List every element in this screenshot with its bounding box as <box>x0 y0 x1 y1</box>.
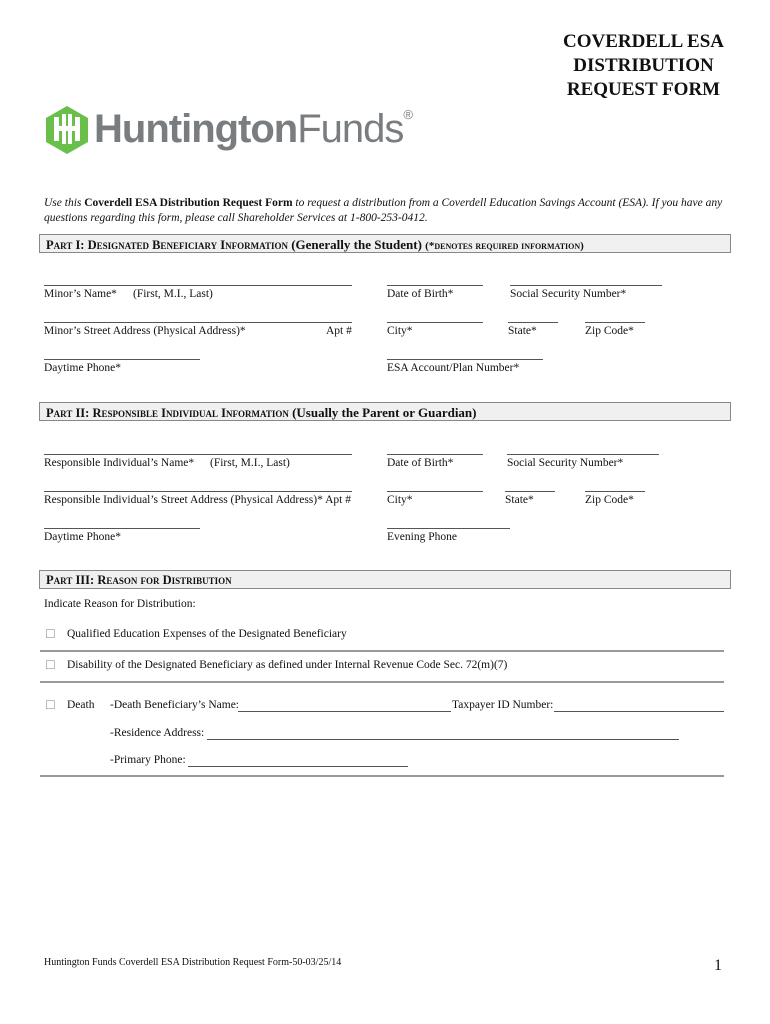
part1-note: (*denotes required information) <box>425 240 584 252</box>
esa-account-label: ESA Account/Plan Number* <box>387 362 520 374</box>
responsible-phone-input[interactable] <box>44 528 200 529</box>
title-line-1: COVERDELL ESA <box>562 31 724 52</box>
intro-paragraph <box>44 196 734 226</box>
minor-dob-label: Date of Birth* <box>387 288 454 300</box>
logo-reg-mark: ® <box>403 107 413 122</box>
minor-name-hint: (First, M.I., Last) <box>133 288 213 300</box>
qualified-expenses-checkbox[interactable]: ☐ <box>45 627 56 641</box>
responsible-name-label: Responsible Individual’s Name* <box>44 457 195 469</box>
responsible-city-label: City* <box>387 494 413 506</box>
minor-city-label: City* <box>387 325 413 337</box>
responsible-name-hint: (First, M.I., Last) <box>210 457 290 469</box>
minor-state-label: State* <box>508 325 537 337</box>
part2-paren: (Usually the Parent or Guardian) <box>288 405 477 420</box>
esa-account-input[interactable] <box>387 359 543 360</box>
responsible-state-label: State* <box>505 494 534 506</box>
part2-header <box>39 402 731 421</box>
minor-dob-input[interactable] <box>387 285 483 286</box>
residence-address-input[interactable] <box>207 739 679 740</box>
part3-header <box>39 570 731 589</box>
responsible-ssn-input[interactable] <box>507 454 659 455</box>
minor-ssn-label: Social Security Number* <box>510 288 627 300</box>
footer-text: Huntington Funds Coverdell ESA Distribution Request Form-50-03/25/14 <box>44 957 342 968</box>
responsible-dob-input[interactable] <box>387 454 483 455</box>
death-label: Death <box>67 699 95 711</box>
death-checkbox[interactable]: ☐ <box>45 698 56 712</box>
minor-name-input[interactable] <box>44 285 352 286</box>
logo-text-light: Funds <box>297 107 404 151</box>
divider-3 <box>40 775 724 777</box>
huntington-logo-icon <box>44 104 90 154</box>
responsible-city-input[interactable] <box>387 491 483 492</box>
responsible-evening-input[interactable] <box>387 528 510 529</box>
title-line-3: REQUEST FORM <box>566 79 721 100</box>
residence-address-label: -Residence Address: <box>110 727 205 739</box>
minor-state-input[interactable] <box>508 322 558 323</box>
part1-paren: (Generally the Student) <box>287 237 426 252</box>
part1-title: Part I: Designated Beneficiary Information <box>46 238 288 252</box>
minor-ssn-input[interactable] <box>510 285 662 286</box>
intro-bold: Coverdell ESA Distribution Request Form <box>84 197 293 209</box>
taxpayer-id-label: Taxpayer ID Number: <box>452 699 554 711</box>
divider-2 <box>40 681 724 683</box>
death-beneficiary-name-input[interactable] <box>238 711 451 712</box>
minor-city-input[interactable] <box>387 322 483 323</box>
minor-phone-input[interactable] <box>44 359 200 360</box>
form-title <box>563 30 724 102</box>
minor-name-label: Minor’s Name* <box>44 288 117 300</box>
responsible-zip-label: Zip Code* <box>585 494 634 506</box>
indicate-reason-label: Indicate Reason for Distribution: <box>44 598 196 610</box>
minor-zip-label: Zip Code* <box>585 325 634 337</box>
part2-title: Part II: Responsible Individual Information <box>46 406 289 420</box>
huntington-funds-logo <box>44 104 413 154</box>
minor-street-input[interactable] <box>44 322 352 323</box>
responsible-dob-label: Date of Birth* <box>387 457 454 469</box>
intro-post: to request a distribution from a Coverdell Education Savings Account (ESA). If you have any questions regarding this form, please call Shareholder Services at 1-800-253-0412. <box>44 197 723 224</box>
responsible-state-input[interactable] <box>505 491 555 492</box>
primary-phone-input[interactable] <box>188 766 408 767</box>
responsible-ssn-label: Social Security Number* <box>507 457 624 469</box>
responsible-name-input[interactable] <box>44 454 352 455</box>
part3-title: Part III: Reason for Distribution <box>46 573 232 587</box>
minor-zip-input[interactable] <box>585 322 645 323</box>
minor-street-label: Minor’s Street Address (Physical Address)* <box>44 325 246 337</box>
divider-1 <box>40 650 724 652</box>
intro-pre: Use this <box>44 197 85 209</box>
taxpayer-id-input[interactable] <box>554 711 724 712</box>
qualified-expenses-label: Qualified Education Expenses of the Designated Beneficiary <box>67 628 347 640</box>
disability-label: Disability of the Designated Beneficiary as defined under Internal Revenue Code Sec. 72(m)(7) <box>67 659 508 671</box>
minor-phone-label: Daytime Phone* <box>44 362 121 374</box>
part1-header <box>39 234 731 253</box>
responsible-street-label: Responsible Individual’s Street Address (Physical Address)* Apt # <box>44 494 351 506</box>
page-number: 1 <box>714 957 722 974</box>
logo-text-bold: Huntington <box>94 107 298 151</box>
responsible-evening-label: Evening Phone <box>387 531 457 543</box>
primary-phone-label: -Primary Phone: <box>110 754 186 766</box>
responsible-phone-label: Daytime Phone* <box>44 531 121 543</box>
responsible-street-input[interactable] <box>44 491 352 492</box>
title-line-2: DISTRIBUTION <box>573 55 714 76</box>
responsible-zip-input[interactable] <box>585 491 645 492</box>
death-beneficiary-name-label: -Death Beneficiary’s Name: <box>110 699 239 711</box>
minor-apt-label: Apt # <box>326 325 352 337</box>
disability-checkbox[interactable]: ☐ <box>45 658 56 672</box>
